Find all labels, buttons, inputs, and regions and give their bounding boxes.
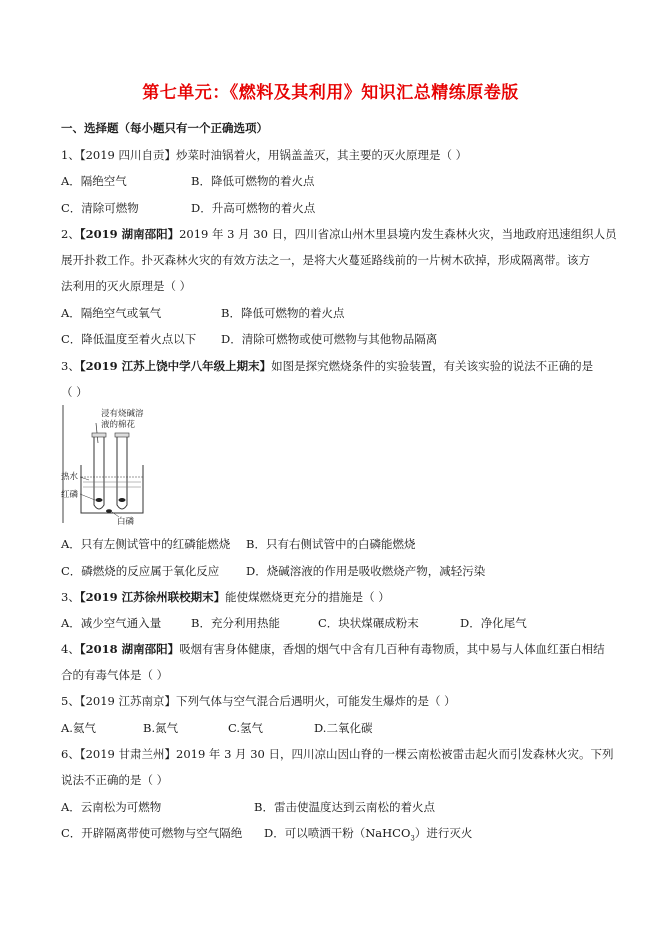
question-number: 6、 [61, 747, 80, 761]
option-b: B．降低可燃物的着火点 [221, 306, 345, 320]
pointer-line [80, 494, 95, 500]
question-5 [61, 642, 605, 656]
option-c: C．磷燃烧的反应属于氧化反应 [61, 564, 220, 578]
question-7-line-2: 说法不正确的是（ ） [61, 773, 169, 787]
experiment-figure [61, 405, 159, 525]
subscript-3: 3 [410, 834, 415, 843]
option-d: D．清除可燃物或使可燃物与其他物品隔离 [221, 332, 438, 346]
question-7 [61, 747, 614, 761]
question-text: 2019 年 3 月 30 日，四川省凉山州木里县境内发生森林火灾，当地政府迅速组织人员 [179, 227, 617, 241]
question-4 [61, 590, 390, 604]
question-source: 【2018 湖南邵阳】 [79, 642, 180, 656]
question-number: 3、 [61, 590, 80, 604]
option-a: A．减少空气通入量 [61, 616, 162, 630]
question-3 [61, 359, 593, 373]
question-source: 【2019 湖南邵阳】 [79, 227, 180, 241]
question-2 [61, 227, 617, 241]
option-d: D．烧碱溶液的作用是吸收燃烧产物，减轻污染 [246, 564, 486, 578]
section-heading: 一、选择题（每小题只有一个正确选项） [61, 121, 268, 135]
label-red-phosphorus: 红磷 [61, 490, 79, 500]
option-c: C．降低温度至着火点以下 [61, 332, 197, 346]
question-2-line-2: 展开扑救工作。扑灭森林火灾的有效方法之一，是将大火蔓延路线前的一片树木砍掉，形成隔离带。该方 [61, 253, 590, 267]
question-1 [61, 148, 467, 162]
option-d: D.二氧化碳 [314, 721, 373, 735]
label-cotton-2: 液的棉花 [101, 420, 136, 430]
right-test-tube [117, 435, 127, 509]
label-hot-water: 热水 [61, 472, 79, 482]
question-source: 【2019 江苏上饶中学八年级上期末】 [79, 359, 272, 373]
question-text: 2019 年 3 月 30 日，四川凉山因山脊的一棵云南松被雷击起火而引发森林火灾。下列 [176, 747, 614, 761]
option-a: A．只有左侧试管中的红磷能燃烧 [61, 537, 231, 551]
white-phosphorus-water [106, 509, 112, 513]
option-d: D．净化尾气 [460, 616, 527, 630]
option-a: A.氦气 [61, 721, 96, 735]
question-number: 3、 [61, 359, 80, 373]
option-a: A．隔绝空气或氧气 [61, 306, 162, 320]
option-b: B．雷击使温度达到云南松的着火点 [254, 800, 435, 814]
option-a: A．隔绝空气 [61, 174, 127, 188]
option-b: B．降低可燃物的着火点 [191, 174, 315, 188]
option-a: A．云南松为可燃物 [61, 800, 162, 814]
question-number: 5、 [61, 694, 80, 708]
question-5-line-2: 合的有毒气体是（ ） [61, 668, 169, 682]
question-6 [61, 694, 456, 708]
question-3-line-2: （ ） [61, 385, 88, 399]
question-source: 【2019 四川自贡】 [79, 148, 176, 162]
question-number: 2、 [61, 227, 80, 241]
option-c: C．清除可燃物 [61, 201, 139, 215]
right-cotton [115, 433, 129, 437]
question-text: 下列气体与空气混合后遇明火，可能发生爆炸的是（ ） [176, 694, 456, 708]
question-text: 吸烟有害身体健康，香烟的烟气中含有几百种有毒物质，其中易与人体血红蛋白相结 [179, 642, 605, 656]
question-source: 【2019 江苏南京】 [79, 694, 176, 708]
question-number: 1、 [61, 148, 80, 162]
question-text: 炒菜时油锅着火，用锅盖盖灭，其主要的灭火原理是（ ） [176, 148, 468, 162]
option-d: D．升高可燃物的着火点 [191, 201, 316, 215]
beaker [81, 465, 143, 513]
option-b: B．只有右侧试管中的白磷能燃烧 [246, 537, 416, 551]
option-b: B.氮气 [143, 721, 179, 735]
option-b: B．充分利用热能 [191, 616, 280, 630]
option-c: C.氢气 [228, 721, 264, 735]
page-title: 第七单元：《燃料及其利用》知识汇总精练原卷版 [142, 83, 519, 103]
option-d-text: D．可以喷洒干粉（NaHCO [264, 826, 411, 840]
question-source: 【2019 江苏徐州联校期末】 [79, 590, 226, 604]
option-c: C．开辟隔离带使可燃物与空气隔绝 [61, 826, 243, 840]
label-white-phosphorus: 白磷 [117, 517, 135, 525]
question-text: 如图是探究燃烧条件的实验装置，有关该实验的说法不正确的是 [271, 359, 594, 373]
left-test-tube [94, 435, 104, 509]
question-source: 【2019 甘肃兰州】 [79, 747, 176, 761]
experiment-apparatus [61, 405, 159, 525]
question-text: 能使煤燃烧更充分的措施是（ ） [225, 590, 390, 604]
red-phosphorus [96, 498, 103, 502]
label-cotton: 浸有烧碱溶 [101, 409, 144, 419]
question-number: 4、 [61, 642, 80, 656]
left-cotton [92, 433, 106, 437]
question-2-line-3: 法利用的灭火原理是（ ） [61, 279, 192, 293]
white-phosphorus-tube [119, 498, 126, 502]
option-d [264, 826, 472, 845]
option-c: C．块状煤碾成粉末 [318, 616, 419, 630]
option-d-text-end: ）进行灭火 [414, 826, 473, 840]
